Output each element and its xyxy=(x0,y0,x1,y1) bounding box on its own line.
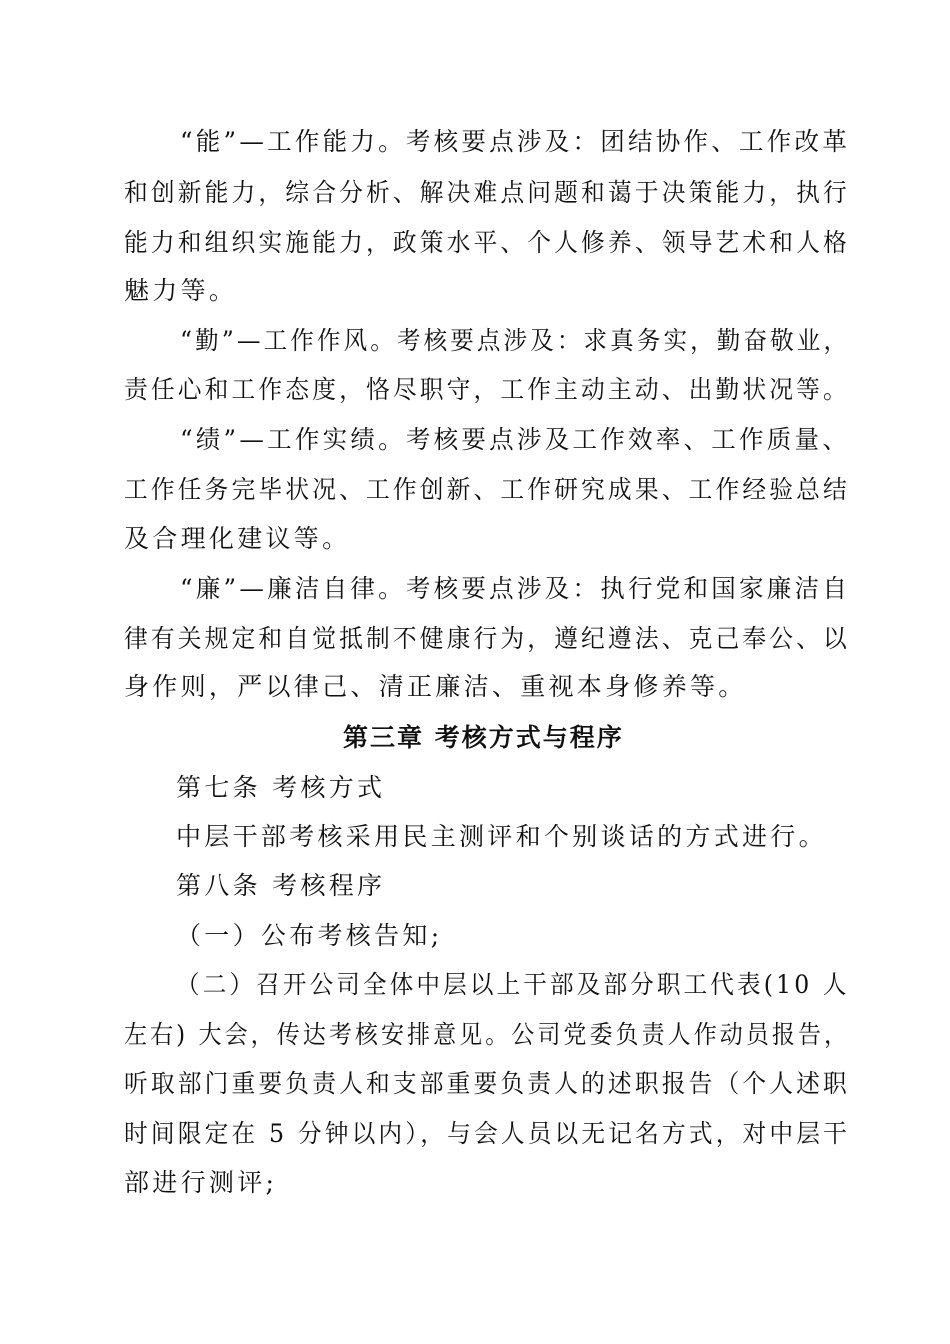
paragraph-neng-line-1: “能”—工作能力。考核要点涉及：团结协作、工作改革 xyxy=(180,127,851,156)
paragraph-ji-line-2: 工作任务完毕状况、工作创新、工作研究成果、工作经验总结 xyxy=(124,475,850,504)
article-7-title: 第七条 考核方式 xyxy=(176,773,386,802)
article-8-item-2-line-3: 听取部门重要负责人和支部重要负责人的述职报告（个人述职 xyxy=(124,1069,850,1098)
article-8-item-2-line-2: 左右) 大会，传达考核安排意见。公司党委负责人作动员报告， xyxy=(124,1020,851,1049)
article-8-item-2-line-1: （二）召开公司全体中层以上干部及部分职工代表(10 人 xyxy=(176,970,850,999)
article-8-item-2-line-5: 部进行测评; xyxy=(124,1168,278,1197)
paragraph-qin-line-2: 责任心和工作态度，恪尽职守，工作主动主动、出勤状况等。 xyxy=(124,375,850,404)
article-8-item-1: （一）公布考核告知; xyxy=(176,921,443,950)
paragraph-ji-line-3: 及合理化建议等。 xyxy=(124,524,351,553)
article-8-item-2-line-4: 时间限定在 5 分钟以内），与会人员以无记名方式，对中层干 xyxy=(124,1119,850,1148)
article-8-title: 第八条 考核程序 xyxy=(176,871,386,900)
paragraph-lian-line-1: “廉”—廉洁自律。考核要点涉及：执行党和国家廉洁自 xyxy=(180,574,851,603)
paragraph-neng-line-3: 能力和组织实施能力，政策水平、个人修养、领导艺术和人格 xyxy=(124,228,850,257)
chapter-heading: 第三章 考核方式与程序 xyxy=(343,723,624,752)
paragraph-lian-line-3: 身作则，严以律己、清正廉洁、重视本身修养等。 xyxy=(124,672,747,701)
paragraph-neng-line-4: 魅力等。 xyxy=(124,276,238,305)
paragraph-ji-line-1: “绩”—工作实绩。考核要点涉及工作效率、工作质量、 xyxy=(180,425,851,454)
paragraph-neng-line-2: 和创新能力，综合分析、解决难点问题和蔼于决策能力，执行 xyxy=(124,178,850,207)
paragraph-qin-line-1: “勤”—工作作风。考核要点涉及：求真务实，勤奋敬业， xyxy=(180,326,851,355)
paragraph-lian-line-2: 律有关规定和自觉抵制不健康行为，遵纪遵法、克己奉公、以 xyxy=(124,624,850,653)
article-7-body: 中层干部考核采用民主测评和个别谈话的方式进行。 xyxy=(176,822,827,851)
